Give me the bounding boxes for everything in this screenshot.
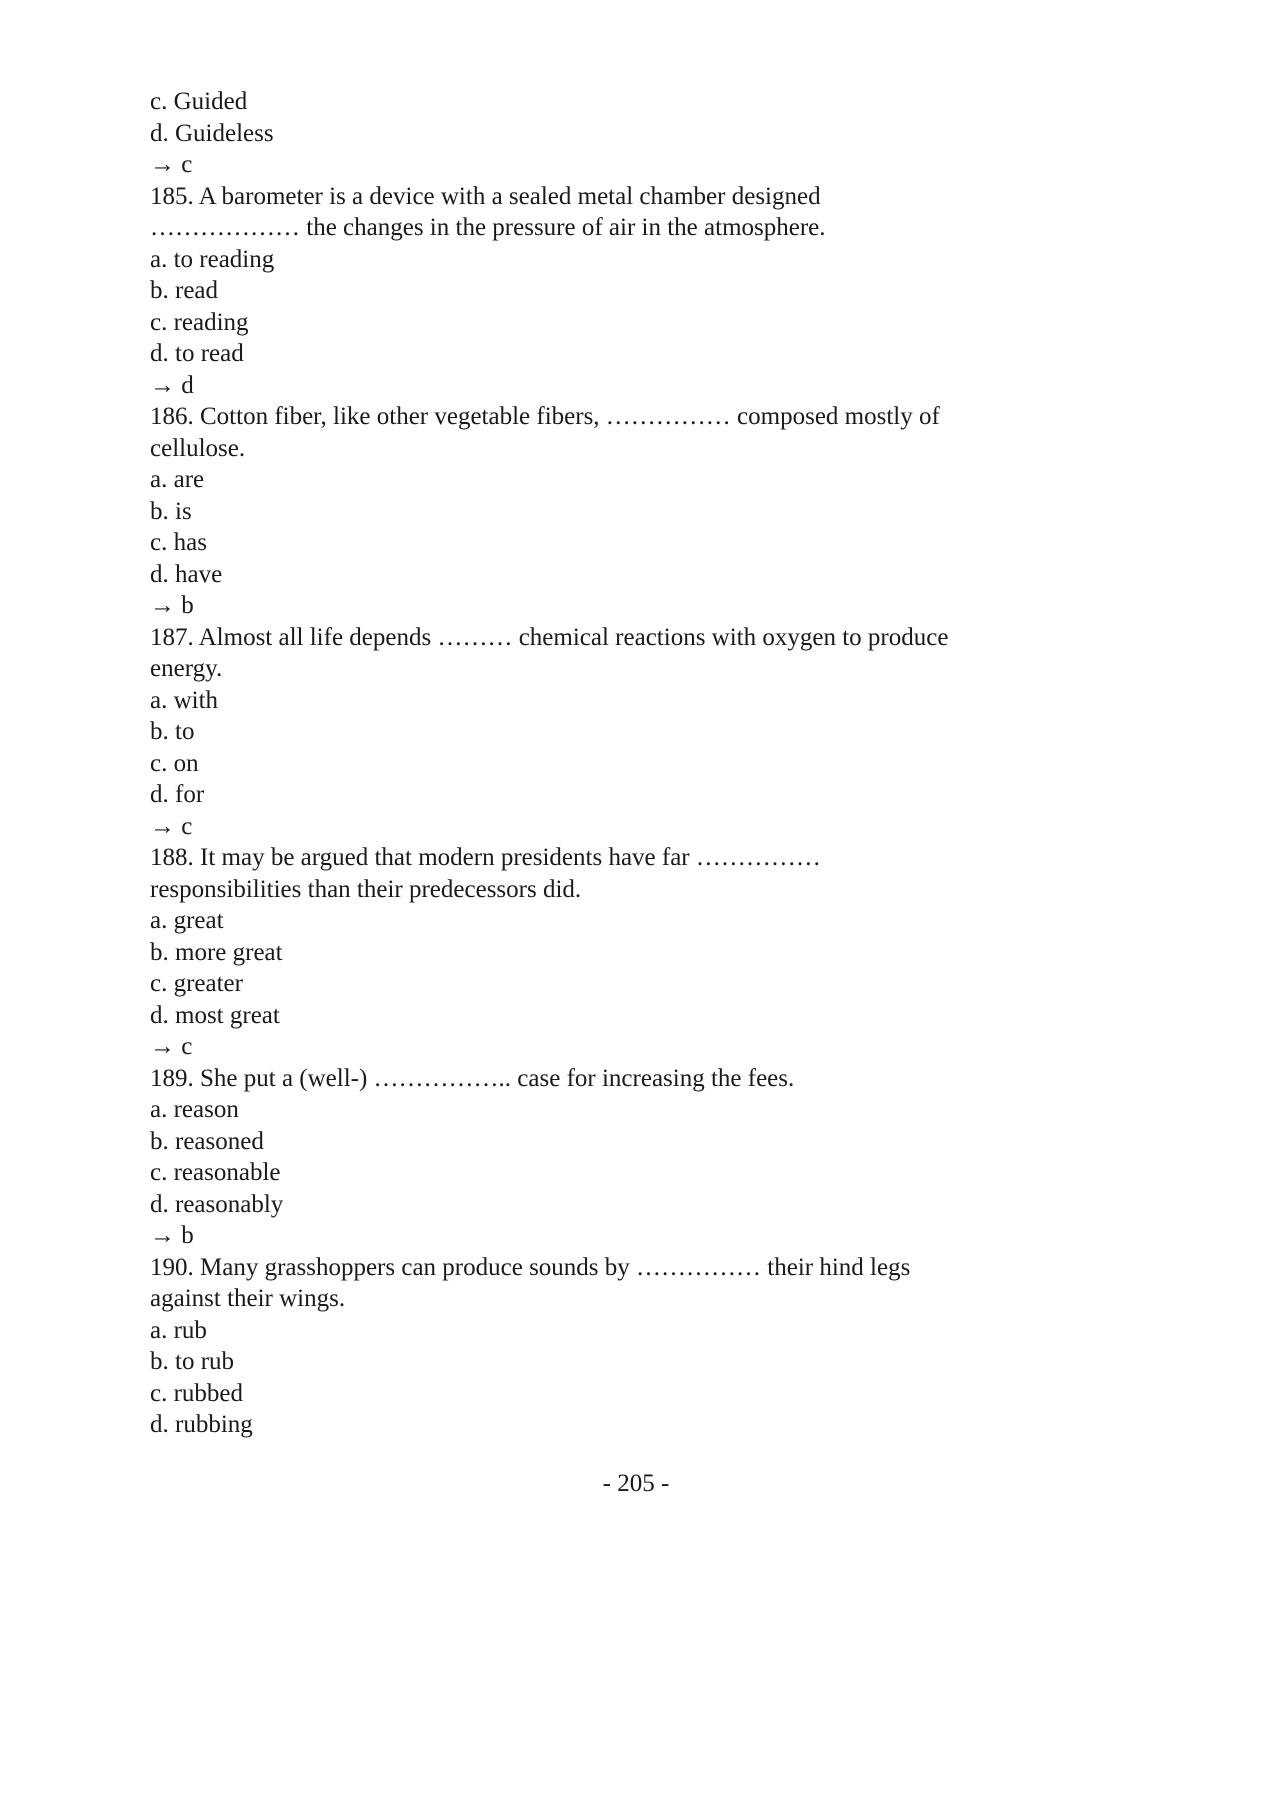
question-stem: responsibilities than their predecessors did. — [150, 875, 582, 903]
question-block — [150, 181, 1050, 402]
option-line: b. reasoned — [150, 1127, 264, 1155]
question-block — [150, 401, 1050, 622]
answer-line: → d — [150, 371, 194, 399]
question-stem: energy. — [150, 655, 223, 682]
option-line: d. for — [150, 781, 205, 808]
question-stem: 188. It may be argued that modern presidents have far …………… — [150, 844, 821, 871]
question-stem: 186. Cotton fiber, like other vegetable fibers, …………… composed mostly of — [150, 403, 940, 430]
option-line: a. are — [150, 466, 205, 493]
option-line: d. Guideless — [150, 119, 274, 147]
option-line: d. most great — [150, 1001, 280, 1029]
option-line: c. reading — [150, 308, 249, 336]
option-line: c. reasonable — [150, 1159, 281, 1186]
option-line: c. rubbed — [150, 1379, 244, 1407]
question-stem: against their wings. — [150, 1285, 346, 1312]
option-line: d. reasonably — [150, 1190, 284, 1218]
option-line: a. reason — [150, 1096, 239, 1123]
answer-line: → c — [150, 151, 193, 178]
option-line: b. to — [150, 718, 195, 745]
option-line: b. to rub — [150, 1348, 235, 1375]
answer-line: → c — [150, 812, 193, 840]
page-number: - 205 - — [602, 1470, 670, 1497]
question-stem: ……………… the changes in the pressure of air in the atmosphere. — [150, 214, 826, 241]
page-content — [150, 86, 1050, 1441]
question-stem: 190. Many grasshoppers can produce sounds by …………… their hind legs — [150, 1253, 911, 1281]
option-line: c. Guided — [150, 88, 248, 115]
question-stem: 185. A barometer is a device with a sealed metal chamber designed — [150, 182, 821, 210]
option-line: d. rubbing — [150, 1411, 253, 1438]
option-line: c. on — [150, 749, 199, 777]
option-line: d. to read — [150, 340, 244, 367]
question-stem: 187. Almost all life depends ……… chemical reactions with oxygen to produce — [150, 623, 949, 651]
option-line: d. have — [150, 560, 223, 588]
question-block — [150, 622, 1050, 843]
question-stem: 189. She put a (well-) …………….. case for increasing the fees. — [150, 1064, 795, 1092]
option-line: b. more great — [150, 938, 283, 966]
answer-line: → b — [150, 592, 194, 619]
question-stem: cellulose. — [150, 434, 246, 462]
option-line: a. great — [150, 907, 224, 934]
option-line: b. is — [150, 497, 192, 525]
option-line: b. read — [150, 277, 219, 304]
question-block — [150, 1063, 1050, 1252]
answer-line: → b — [150, 1222, 194, 1249]
option-line: c. has — [150, 529, 207, 556]
option-line: a. rub — [150, 1316, 207, 1344]
option-line: a. with — [150, 686, 219, 714]
question-block — [150, 1252, 1050, 1441]
option-line: c. greater — [150, 970, 243, 997]
question-block — [150, 842, 1050, 1063]
answer-line: → c — [150, 1033, 193, 1060]
option-line: a. to reading — [150, 245, 275, 273]
